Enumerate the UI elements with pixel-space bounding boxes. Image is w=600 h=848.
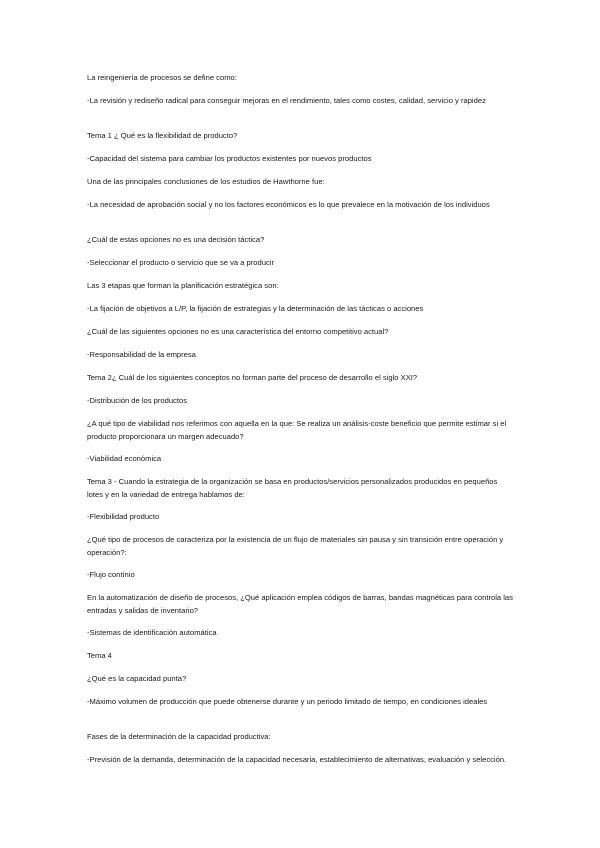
answer-text: -Capacidad del sistema para cambiar los productos existentes por nuevos productos [87, 154, 372, 163]
question-text: ¿Cuál de estas opciones no es una decisión táctica? [87, 235, 265, 244]
question-text: ¿A qué tipo de viabilidad nos referimos con aquella en la que: Se realiza un análisis-coste beneficio que permite estimar si el producto proporcionara un margen adecuado? [87, 419, 507, 441]
question-text: En la automatización de diseño de procesos, ¿Qué aplicación emplea códigos de barras, bandas magnéticas para controla las entradas y salidas de inventario? [87, 593, 513, 615]
question-text: ¿Qué tipo de procesos de caracteriza por la existencia de un flujo de materiales sin pausa y sin transición entre operación y operación?: [87, 535, 504, 557]
answer-text: -Flujo contínio [87, 570, 135, 579]
question-text: Tema 2¿ Cuál de los siguientes conceptos no forman parte del proceso de desarrollo el siglo XXI? [87, 373, 418, 382]
answer-text: -La fijación de objetivos a L/P, la fijación de estrategias y la determinación de las tácticas o acciones [87, 304, 424, 313]
question-text: ¿Cuál de las siguientes opciones no es una característica del entorno competitivo actual? [87, 327, 389, 336]
answer-text: -La necesidad de aprobación social y no los factores económicos es lo que prevalece en la motivación de los individuos [87, 200, 490, 209]
question-text: Fases de la determinación de la capacidad productiva: [87, 732, 271, 741]
question-text: Las 3 etapas que forman la planificación estratégica son: [87, 281, 279, 290]
question-text: Tema 1 ¿ Qué es la flexibilidad de producto? [87, 131, 238, 140]
question-text: Tema 3 - Cuando la estrategia de la organización se basa en productos/servicios personalizados producidos en pequeños lotes y en la variedad de entrega hablamos de: [87, 477, 498, 499]
section-heading: Tema 4 [87, 651, 112, 660]
question-text: La reingeniería de procesos se define como: [87, 73, 237, 82]
answer-text: -Responsabilidad de la empresa [87, 350, 196, 359]
question-text: ¿Qué es la capacidad punta? [87, 674, 187, 683]
answer-text: -Previsión de la demanda, determinación de la capacidad necesaria, establecimiento de alternativas, evaluación y selección. [87, 755, 507, 764]
answer-text: -Distribución de los productos [87, 396, 188, 405]
answer-text: -Seleccionar el producto o servicio que se va a producir [87, 258, 274, 267]
answer-text: -Sistemas de identificación automática [87, 628, 217, 637]
answer-text: -Flexibilidad producto [87, 512, 160, 521]
answer-text: -Máximo volumen de producción que puede obtenerse durante y un periodo limitado de tiempo, en condiciones ideales [87, 697, 488, 706]
answer-text: -La revisión y rediseño radical para conseguir mejoras en el rendimiento, tales como costes, calidad, servicio y rapidez [87, 96, 486, 105]
answer-text: -Viabilidad económica [87, 454, 162, 463]
question-text: Una de las principales conclusiones de los estudios de Hawthorne fue: [87, 177, 325, 186]
